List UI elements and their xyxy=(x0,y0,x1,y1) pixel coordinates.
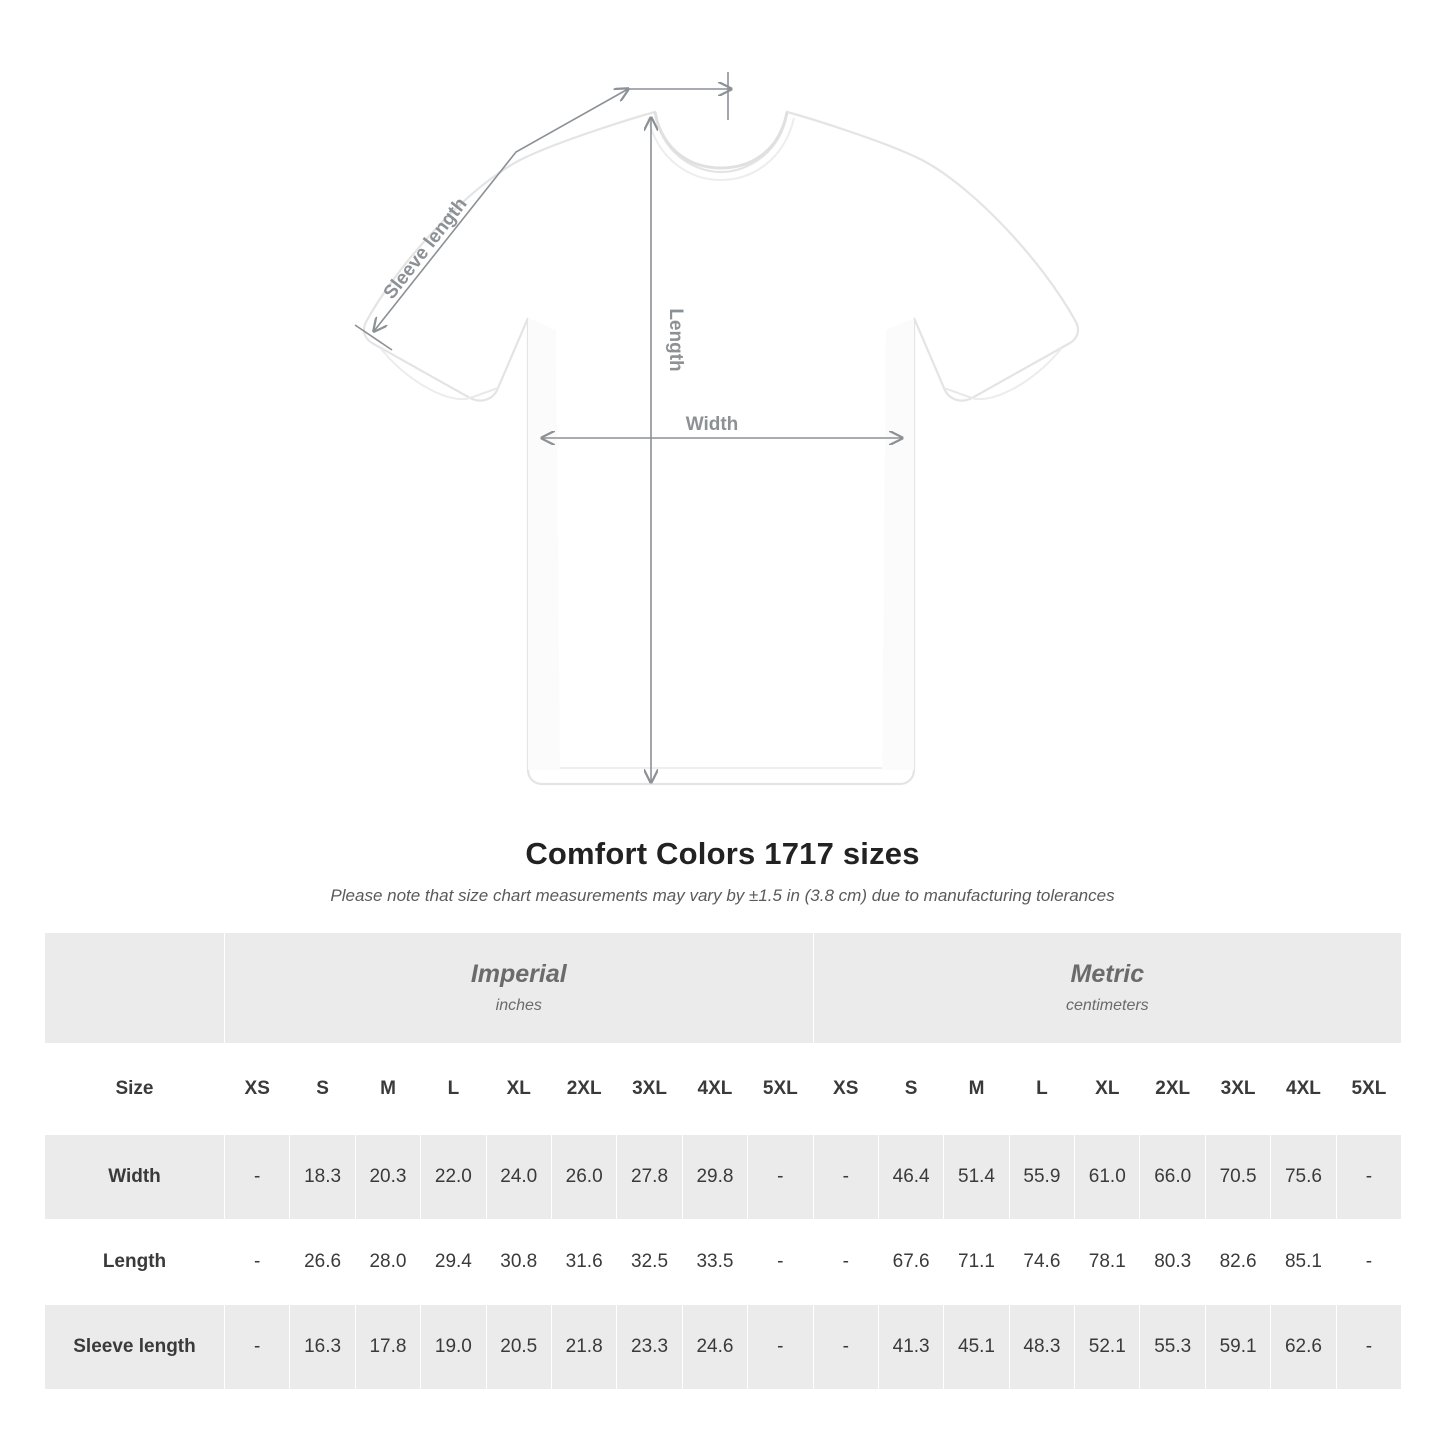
cell-sleeve-imp-xl: 20.5 xyxy=(486,1305,551,1390)
row-label-width: Width xyxy=(45,1135,225,1220)
size-col-5xl-imp: 5XL xyxy=(748,1044,813,1135)
size-col-xs-imp: XS xyxy=(225,1044,290,1135)
cell-sleeve-met-2xl: 55.3 xyxy=(1140,1305,1205,1390)
cell-length-met-m: 71.1 xyxy=(944,1220,1009,1305)
sleeve-length-label: Sleeve length xyxy=(379,193,472,304)
cell-length-met-xs: - xyxy=(813,1220,878,1305)
cell-width-met-xl: 61.0 xyxy=(1075,1135,1140,1220)
size-col-m-imp: M xyxy=(355,1044,420,1135)
cell-width-met-2xl: 66.0 xyxy=(1140,1135,1205,1220)
cell-length-imp-xs: - xyxy=(225,1220,290,1305)
cell-sleeve-met-s: 41.3 xyxy=(878,1305,943,1390)
cell-width-imp-xs: - xyxy=(225,1135,290,1220)
unit-header-row xyxy=(45,933,1402,1044)
cell-width-met-5xl: - xyxy=(1336,1135,1401,1220)
cell-sleeve-imp-2xl: 21.8 xyxy=(551,1305,616,1390)
cell-width-met-m: 51.4 xyxy=(944,1135,1009,1220)
tshirt-shape xyxy=(364,112,1078,784)
cell-length-imp-xl: 30.8 xyxy=(486,1220,551,1305)
cell-width-met-s: 46.4 xyxy=(878,1135,943,1220)
size-col-2xl-met: 2XL xyxy=(1140,1044,1205,1135)
cell-width-imp-3xl: 27.8 xyxy=(617,1135,682,1220)
cell-width-imp-l: 22.0 xyxy=(421,1135,486,1220)
chart-note: Please note that size chart measurements may vary by ±1.5 in (3.8 cm) due to manufacturing tolerances xyxy=(330,886,1115,905)
unit-header-imperial xyxy=(225,933,814,1044)
cell-sleeve-imp-m: 17.8 xyxy=(355,1305,420,1390)
cell-length-imp-2xl: 31.6 xyxy=(551,1220,616,1305)
table-row xyxy=(45,1305,1402,1390)
cell-sleeve-met-xl: 52.1 xyxy=(1075,1305,1140,1390)
title-block xyxy=(0,836,1445,906)
cell-length-met-2xl: 80.3 xyxy=(1140,1220,1205,1305)
cell-sleeve-met-4xl: 62.6 xyxy=(1271,1305,1336,1390)
size-col-4xl-met: 4XL xyxy=(1271,1044,1336,1135)
cell-length-imp-3xl: 32.5 xyxy=(617,1220,682,1305)
unit-imperial-sub: inches xyxy=(495,996,542,1014)
unit-imperial-name: Imperial xyxy=(470,960,567,989)
table-row xyxy=(45,1220,1402,1305)
cell-sleeve-imp-l: 19.0 xyxy=(421,1305,486,1390)
size-header-label: Size xyxy=(45,1044,225,1135)
unit-metric-name: Metric xyxy=(1070,960,1145,989)
cell-width-met-l: 55.9 xyxy=(1009,1135,1074,1220)
cell-sleeve-met-3xl: 59.1 xyxy=(1205,1305,1270,1390)
cell-length-imp-5xl: - xyxy=(748,1220,813,1305)
size-col-l-imp: L xyxy=(421,1044,486,1135)
cell-width-imp-4xl: 29.8 xyxy=(682,1135,747,1220)
cell-length-met-4xl: 85.1 xyxy=(1271,1220,1336,1305)
size-col-3xl-imp: 3XL xyxy=(617,1044,682,1135)
size-col-xs-met: XS xyxy=(813,1044,878,1135)
unit-header-spacer xyxy=(45,933,225,1044)
cell-width-imp-5xl: - xyxy=(748,1135,813,1220)
cell-width-met-4xl: 75.6 xyxy=(1271,1135,1336,1220)
size-col-5xl-met: 5XL xyxy=(1336,1044,1401,1135)
cell-length-imp-4xl: 33.5 xyxy=(682,1220,747,1305)
cell-sleeve-met-xs: - xyxy=(813,1305,878,1390)
cell-width-imp-m: 20.3 xyxy=(355,1135,420,1220)
chart-title: Comfort Colors 1717 sizes xyxy=(525,836,920,871)
cell-width-met-xs: - xyxy=(813,1135,878,1220)
cell-width-met-3xl: 70.5 xyxy=(1205,1135,1270,1220)
cell-sleeve-imp-5xl: - xyxy=(748,1305,813,1390)
size-col-2xl-imp: 2XL xyxy=(551,1044,616,1135)
cell-sleeve-met-l: 48.3 xyxy=(1009,1305,1074,1390)
unit-metric-sub: centimeters xyxy=(1065,996,1149,1014)
cell-length-met-xl: 78.1 xyxy=(1075,1220,1140,1305)
size-header-row xyxy=(45,1044,1402,1135)
cell-sleeve-imp-s: 16.3 xyxy=(290,1305,355,1390)
row-label-sleeve-length: Sleeve length xyxy=(45,1305,225,1390)
cell-length-met-s: 67.6 xyxy=(878,1220,943,1305)
size-col-4xl-imp: 4XL xyxy=(682,1044,747,1135)
cell-sleeve-imp-xs: - xyxy=(225,1305,290,1390)
size-col-xl-imp: XL xyxy=(486,1044,551,1135)
cell-sleeve-imp-3xl: 23.3 xyxy=(617,1305,682,1390)
size-col-3xl-met: 3XL xyxy=(1205,1044,1270,1135)
cell-sleeve-met-m: 45.1 xyxy=(944,1305,1009,1390)
width-label: Width xyxy=(685,414,739,435)
sleeve-top-tick xyxy=(626,72,731,120)
row-label-length: Length xyxy=(45,1220,225,1305)
size-table xyxy=(44,932,1402,1390)
cell-width-imp-xl: 24.0 xyxy=(486,1135,551,1220)
length-label: Length xyxy=(665,308,686,372)
cell-length-imp-l: 29.4 xyxy=(421,1220,486,1305)
cell-length-met-5xl: - xyxy=(1336,1220,1401,1305)
size-col-xl-met: XL xyxy=(1075,1044,1140,1135)
unit-header-metric xyxy=(813,933,1402,1044)
size-col-m-met: M xyxy=(944,1044,1009,1135)
size-col-l-met: L xyxy=(1009,1044,1074,1135)
cell-sleeve-met-5xl: - xyxy=(1336,1305,1401,1390)
size-col-s-imp: S xyxy=(290,1044,355,1135)
cell-width-imp-2xl: 26.0 xyxy=(551,1135,616,1220)
cell-sleeve-imp-4xl: 24.6 xyxy=(682,1305,747,1390)
table-row xyxy=(45,1135,1402,1220)
cell-length-imp-s: 26.6 xyxy=(290,1220,355,1305)
cell-length-imp-m: 28.0 xyxy=(355,1220,420,1305)
size-col-s-met: S xyxy=(878,1044,943,1135)
cell-length-met-3xl: 82.6 xyxy=(1205,1220,1270,1305)
cell-width-imp-s: 18.3 xyxy=(290,1135,355,1220)
size-table-wrap xyxy=(44,932,1401,1390)
cell-length-met-l: 74.6 xyxy=(1009,1220,1074,1305)
